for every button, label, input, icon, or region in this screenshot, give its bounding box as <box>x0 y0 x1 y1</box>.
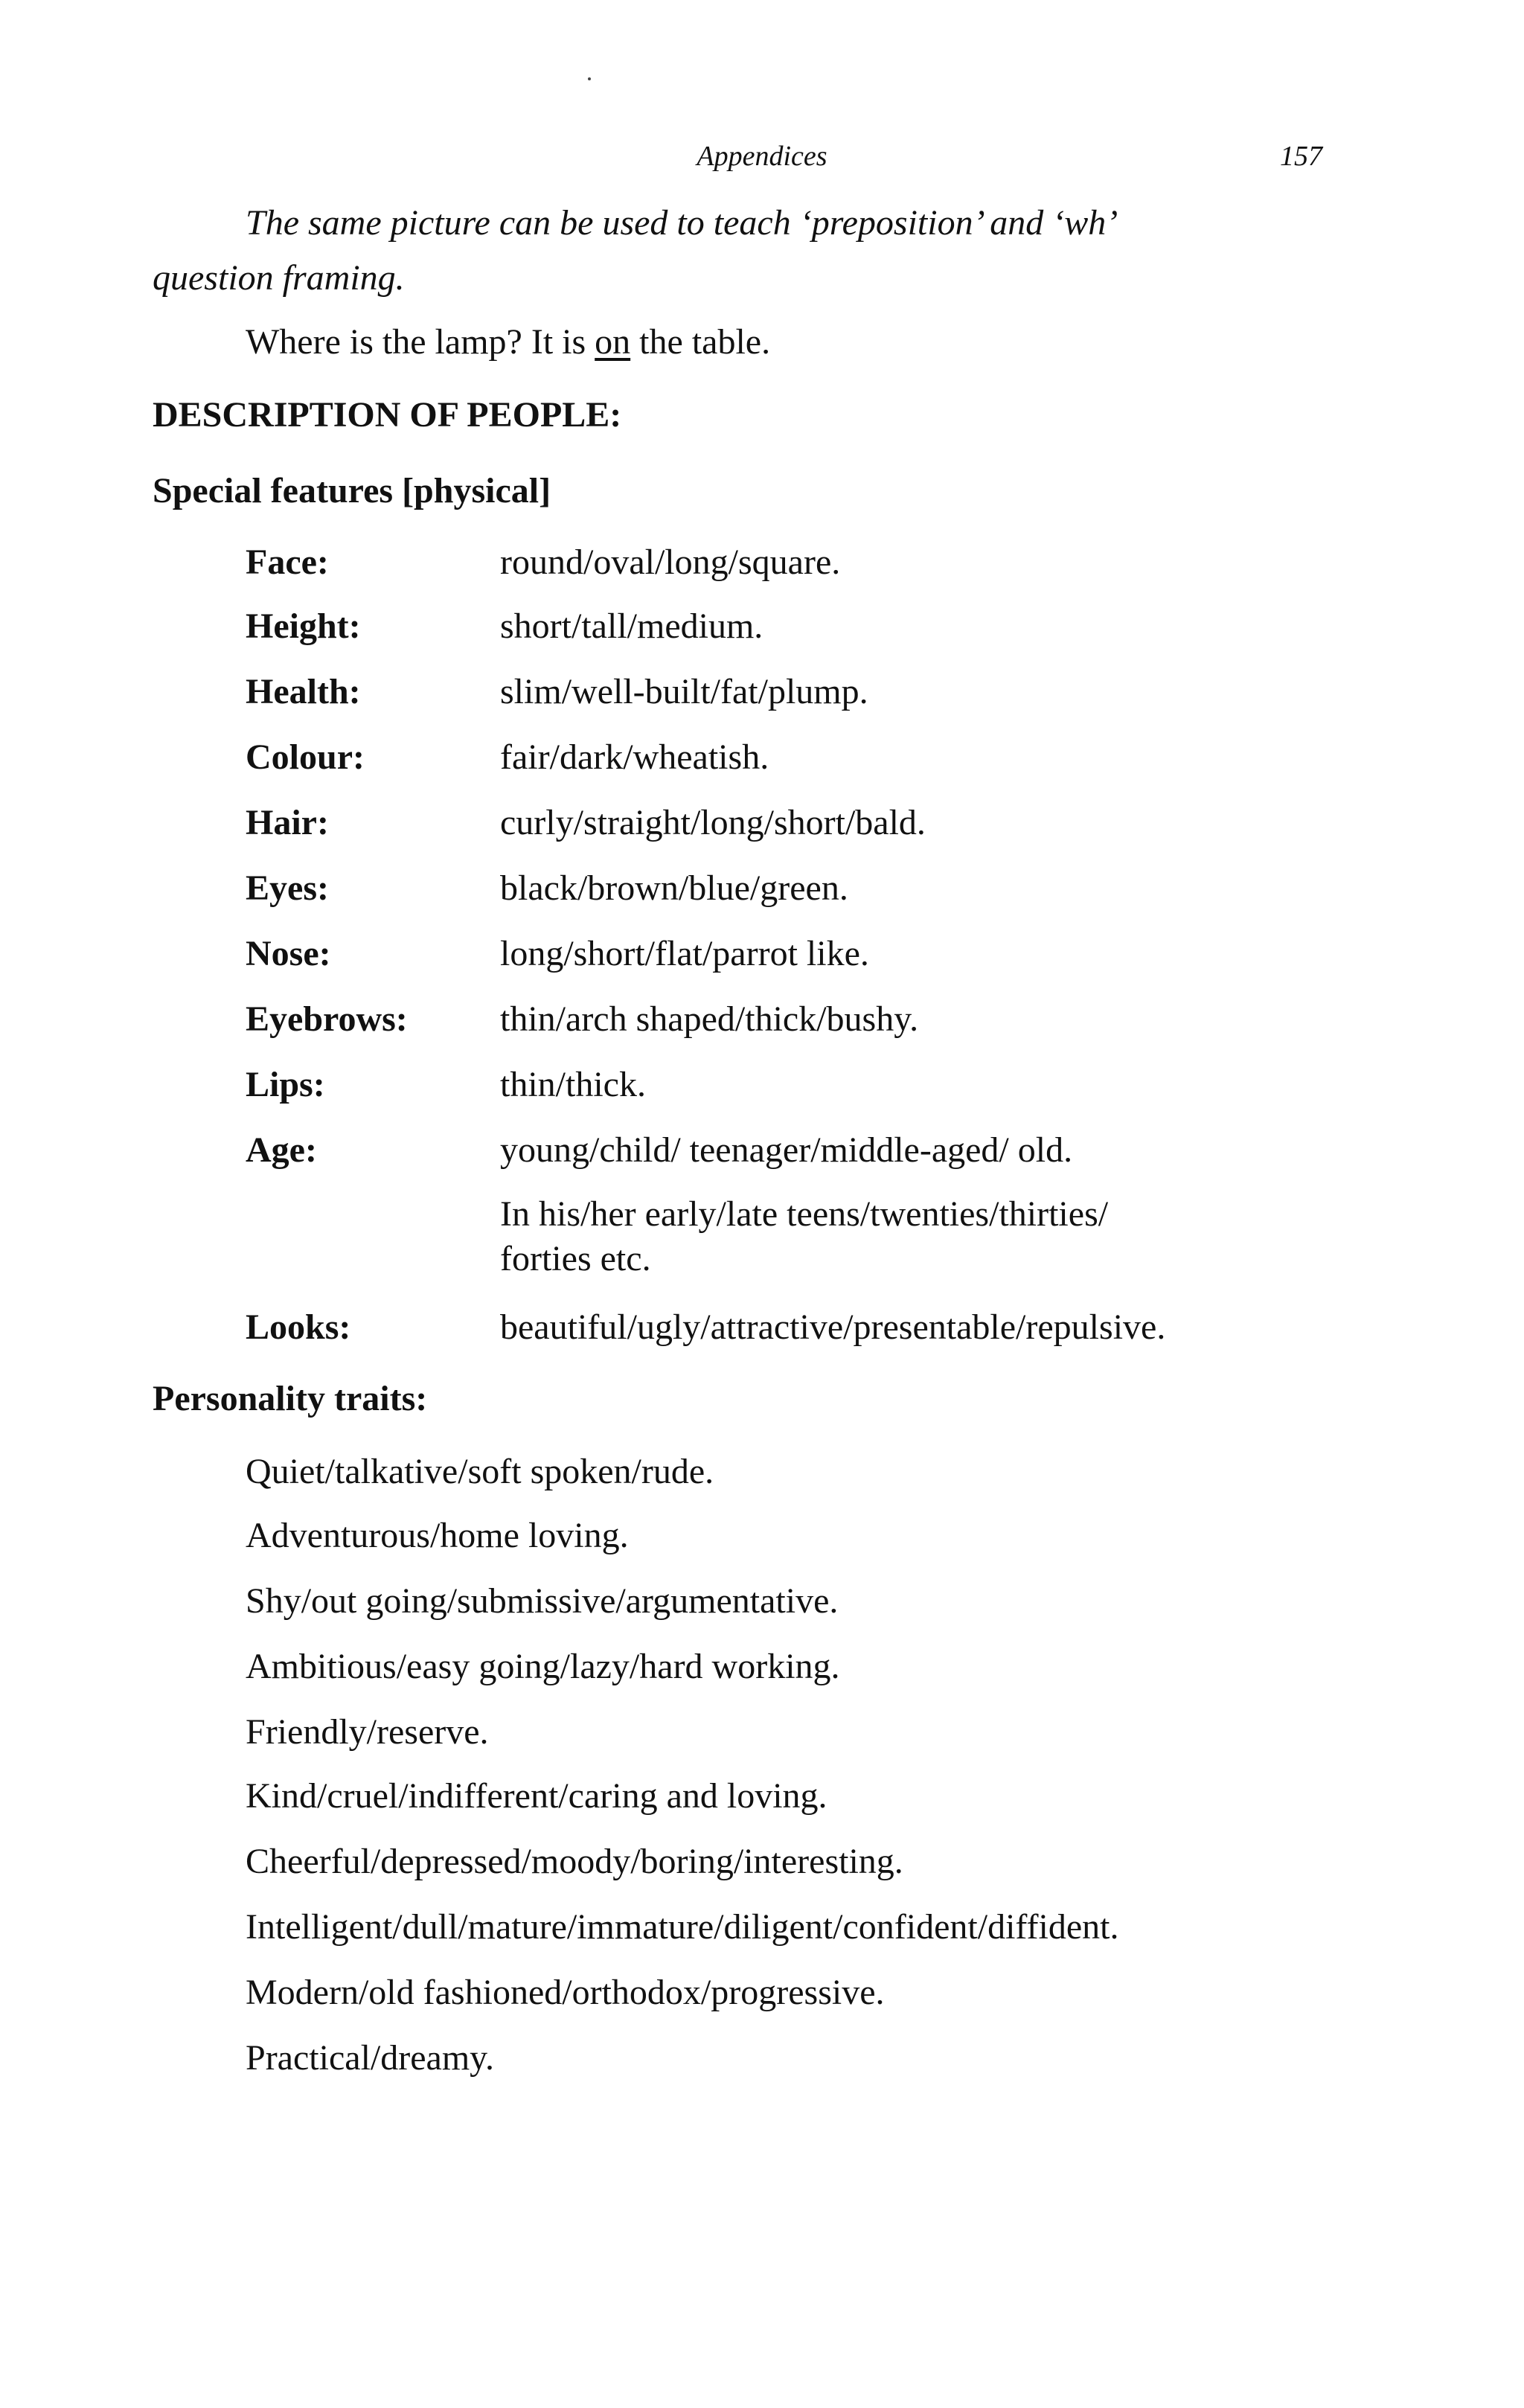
feature-label-eyebrows: Eyebrows: <box>246 999 408 1039</box>
trait-line: Practical/dreamy. <box>246 2038 495 2078</box>
trait-line: Intelligent/dull/mature/immature/diligent/confident/diffident. <box>246 1907 1119 1947</box>
example-text-after: the table. <box>630 322 771 362</box>
feature-value-health: slim/well-built/fat/plump. <box>500 672 868 711</box>
feature-label-colour: Colour: <box>246 737 365 777</box>
example-underlined-word: on <box>595 322 631 362</box>
feature-value-lips: thin/thick. <box>500 1065 646 1104</box>
feature-label-face: Face: <box>246 542 329 582</box>
feature-value-colour: fair/dark/wheatish. <box>500 737 769 777</box>
feature-label-age: Age: <box>246 1130 317 1170</box>
example-text-before: Where is the lamp? It is <box>246 322 595 362</box>
feature-value-age-extra-1: In his/her early/late teens/twenties/thirties/ <box>500 1194 1109 1234</box>
feature-value-hair: curly/straight/long/short/bald. <box>500 803 926 842</box>
feature-label-looks: Looks: <box>246 1307 351 1347</box>
trait-line: Shy/out going/submissive/argumentative. <box>246 1581 839 1621</box>
intro-line-1: The same picture can be used to teach ‘preposition’ and ‘wh’ <box>246 203 1118 243</box>
feature-label-hair: Hair: <box>246 803 329 842</box>
trait-line: Cheerful/depressed/moody/boring/interesting. <box>246 1842 903 1881</box>
intro-line-2: question framing. <box>153 258 405 298</box>
feature-value-eyebrows: thin/arch shaped/thick/bushy. <box>500 999 919 1039</box>
feature-label-height: Height: <box>246 606 361 646</box>
example-sentence <box>246 321 770 362</box>
trait-line: Adventurous/home loving. <box>246 1516 629 1555</box>
section-title: DESCRIPTION OF PEOPLE: <box>153 395 622 435</box>
personality-heading: Personality traits: <box>153 1379 428 1418</box>
feature-value-eyes: black/brown/blue/green. <box>500 868 848 908</box>
running-title: Appendices <box>697 141 827 172</box>
feature-value-height: short/tall/medium. <box>500 606 763 646</box>
feature-value-age-extra-2: forties etc. <box>500 1239 651 1278</box>
trait-line: Ambitious/easy going/lazy/hard working. <box>246 1647 840 1686</box>
feature-label-nose: Nose: <box>246 934 331 973</box>
trait-line: Friendly/reserve. <box>246 1712 489 1752</box>
feature-value-nose: long/short/flat/parrot like. <box>500 934 869 973</box>
feature-value-looks: beautiful/ugly/attractive/presentable/repulsive. <box>500 1307 1166 1347</box>
feature-label-lips: Lips: <box>246 1065 325 1104</box>
feature-label-health: Health: <box>246 672 361 711</box>
physical-features-heading: Special features [physical] <box>153 471 551 510</box>
trait-line: Quiet/talkative/soft spoken/rude. <box>246 1452 714 1491</box>
feature-label-eyes: Eyes: <box>246 868 329 908</box>
page-number: 157 <box>1280 141 1322 172</box>
print-speck <box>588 77 591 80</box>
trait-line: Kind/cruel/indifferent/caring and loving. <box>246 1776 827 1816</box>
feature-value-face: round/oval/long/square. <box>500 542 841 582</box>
trait-line: Modern/old fashioned/orthodox/progressive. <box>246 1973 885 2012</box>
feature-value-age: young/child/ teenager/middle-aged/ old. <box>500 1130 1073 1170</box>
